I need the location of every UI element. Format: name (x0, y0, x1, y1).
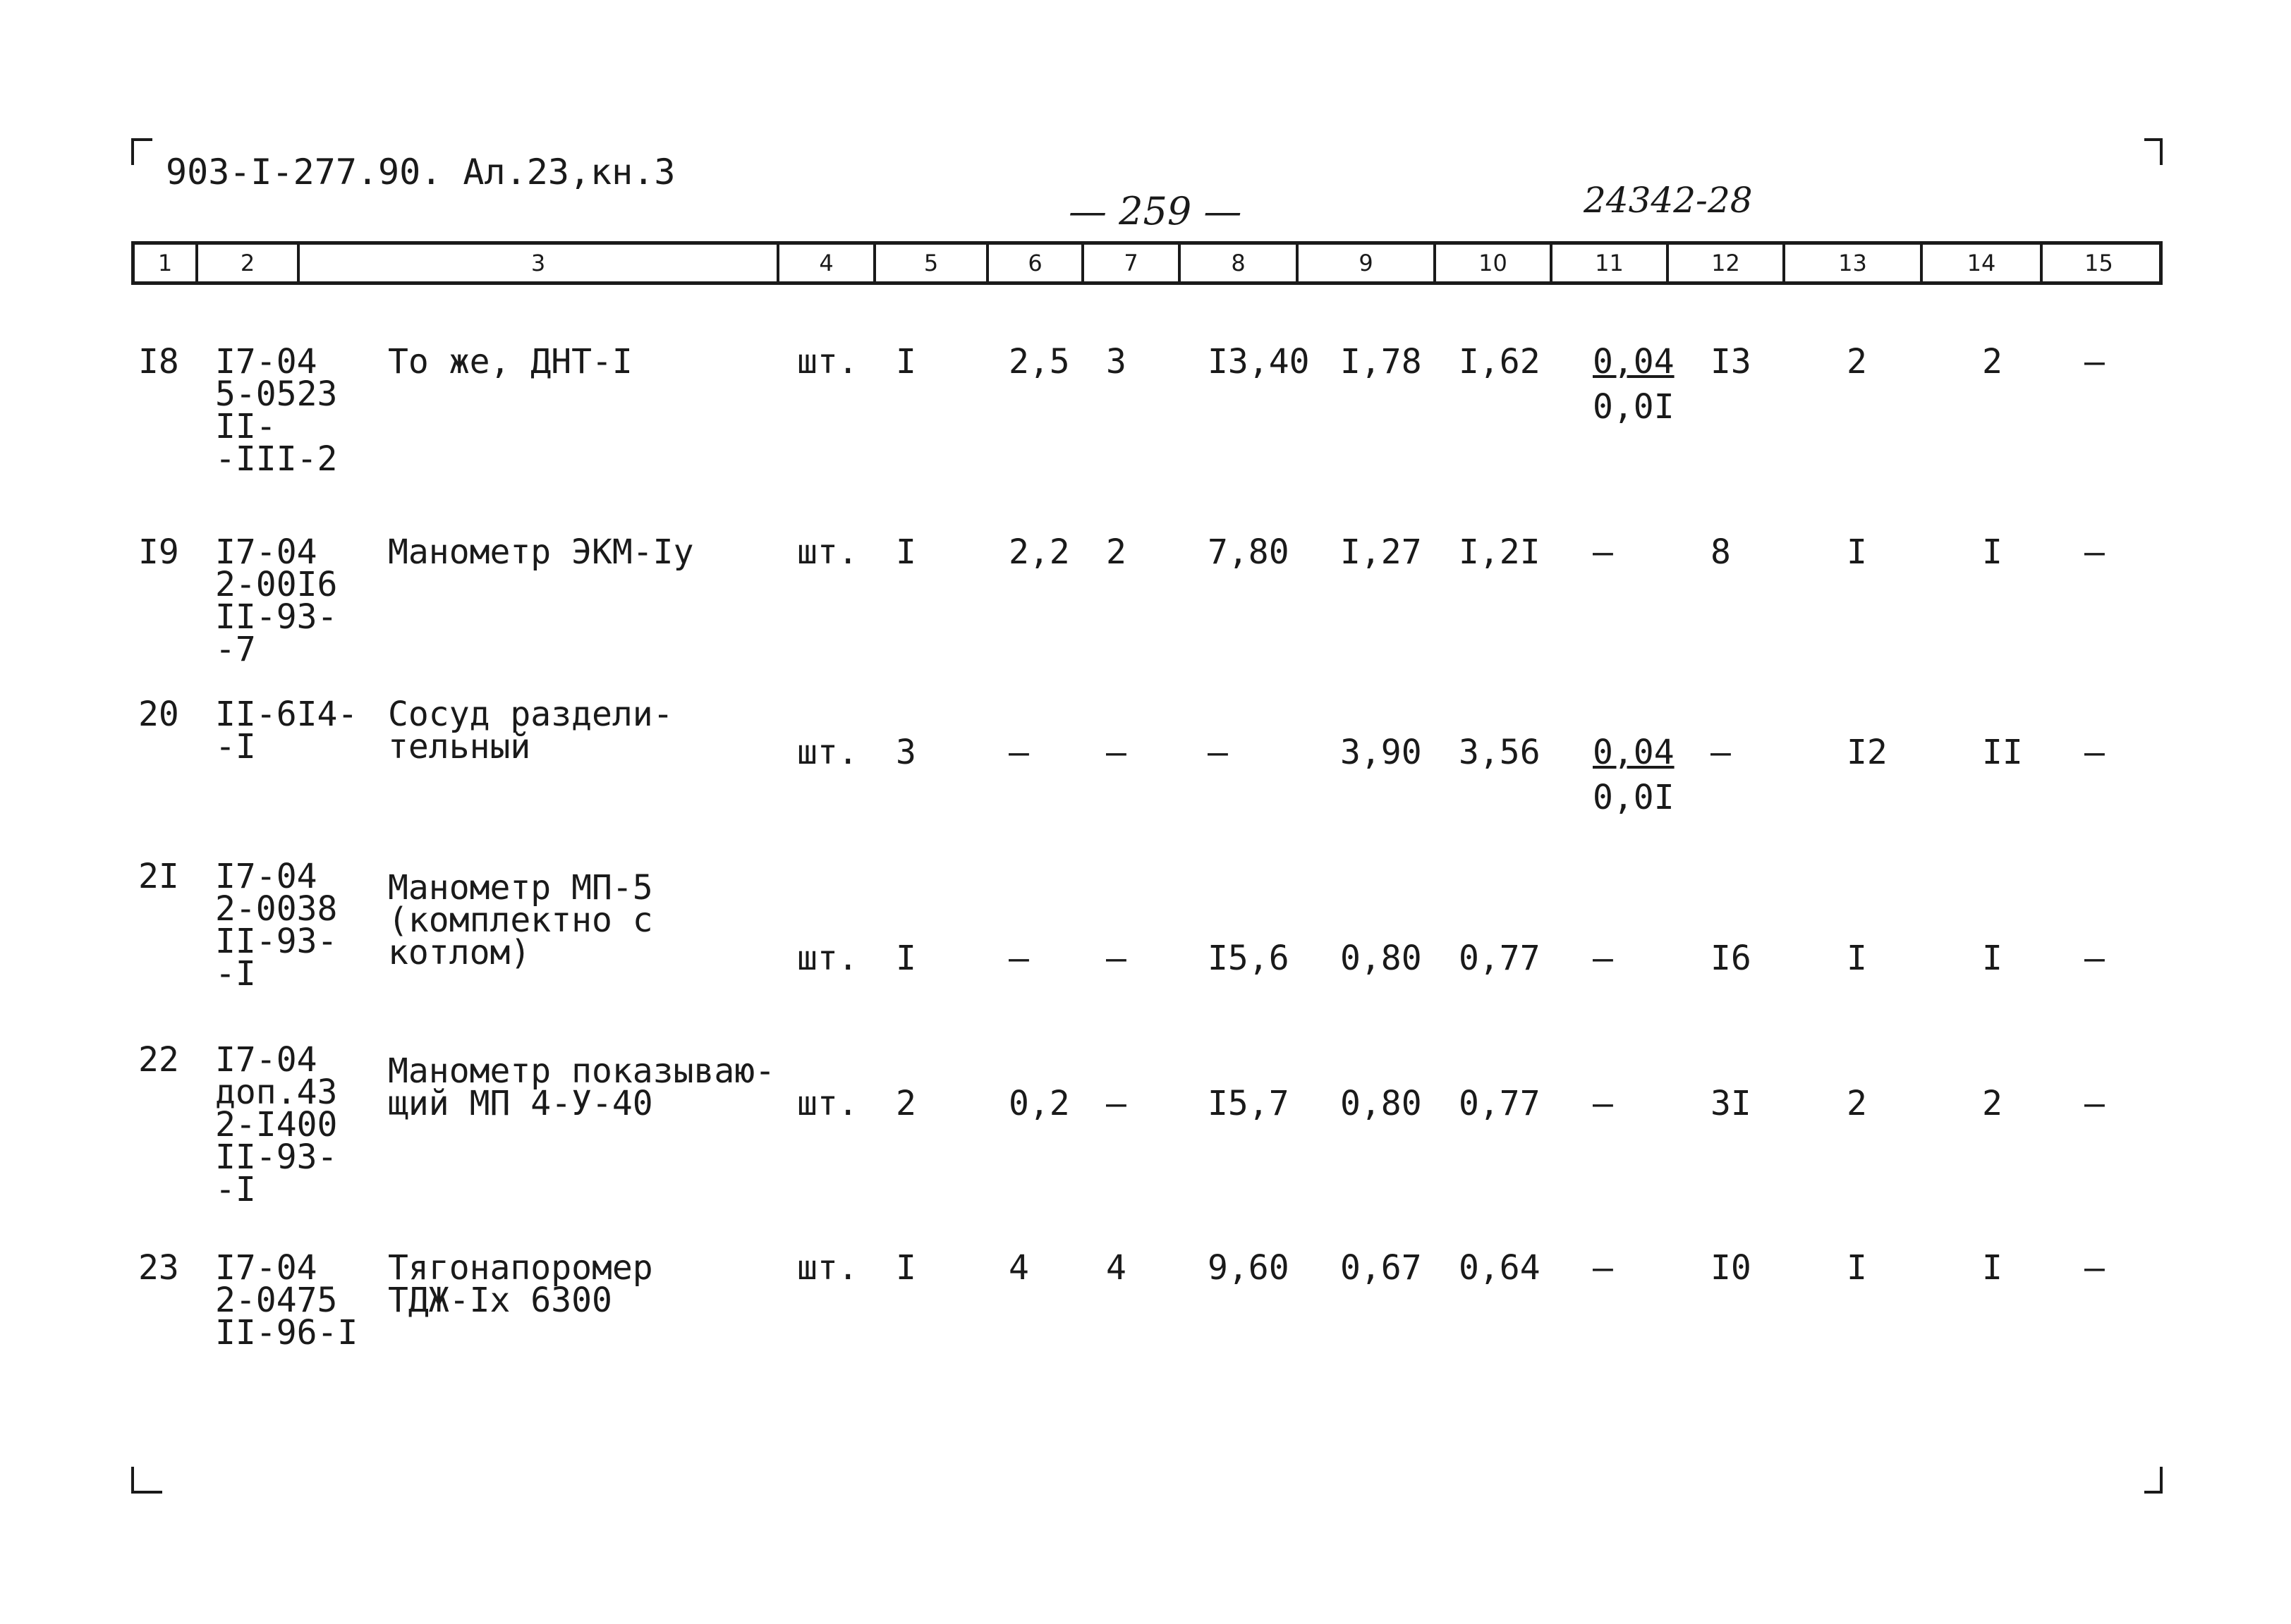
col-13-value: 2 (1847, 342, 1867, 381)
corner-mark-bottom-right (2144, 1467, 2163, 1494)
col-9-value: 0,80 (1340, 939, 1422, 978)
row-number: 23 (138, 1248, 179, 1288)
col-11-value: – (1593, 532, 1613, 572)
col-13-value: 2 (1847, 1084, 1867, 1123)
col-6-value: – (1009, 733, 1029, 772)
col-9-value: I,27 (1340, 532, 1422, 572)
row-number: I9 (138, 532, 179, 572)
col-6-value: 4 (1009, 1248, 1029, 1288)
row-number: I8 (138, 342, 179, 381)
column-header: 13 (1785, 245, 1923, 281)
column-header: 6 (989, 245, 1084, 281)
col-11-value-lower: 0,0I (1593, 387, 1675, 427)
col-7-value: — (1106, 733, 1126, 772)
column-header: 15 (2084, 250, 2113, 276)
item-name: Манометр показываю- щий МП 4-У-40 (388, 1051, 776, 1123)
col-6-value: 0,2 (1009, 1084, 1070, 1123)
col-8-value: – (1208, 733, 1228, 772)
unit: шт. (797, 1248, 858, 1288)
col-8-value: 9,60 (1208, 1248, 1289, 1288)
unit: шт. (797, 342, 858, 381)
col-15-value: – (2084, 1248, 2105, 1288)
col-12-value: I0 (1710, 1248, 1751, 1288)
norm-code: I7-04 2-0475 II-96-I (215, 1248, 358, 1353)
col-11-value: – (1593, 1084, 1613, 1123)
col-10-value: 0,77 (1459, 1084, 1540, 1123)
col-8-value: I3,40 (1208, 342, 1310, 381)
col-10-value: 3,56 (1459, 733, 1540, 772)
col-14-value: I (1982, 532, 2003, 572)
col-6-value: 2,5 (1009, 342, 1070, 381)
col-15-value: – (2084, 939, 2105, 978)
col-13-value: I2 (1847, 733, 1888, 772)
column-header: 2 (198, 245, 300, 281)
row-number: 2I (138, 857, 179, 896)
unit: шт. (797, 733, 858, 772)
col-7-value: 2 (1106, 532, 1126, 572)
corner-mark-bottom-left (131, 1467, 162, 1494)
col-6-value: 2,2 (1009, 532, 1070, 572)
col-10-value: 0,64 (1459, 1248, 1540, 1288)
page-number: — 259 — (1069, 189, 1242, 233)
item-name: То же, ДНТ-I (388, 342, 633, 381)
col-11-value: – (1593, 939, 1613, 978)
col-7-value: – (1106, 1084, 1126, 1123)
col-10-value: 0,77 (1459, 939, 1540, 978)
col-15-value: – (2084, 532, 2105, 572)
column-header: 10 (1436, 245, 1552, 281)
col-12-value: I3 (1710, 342, 1751, 381)
column-header: 7 (1084, 245, 1181, 281)
quantity: I (896, 532, 916, 572)
item-name: Сосуд раздели- тельный (388, 695, 674, 767)
column-header: 14 (1923, 245, 2043, 281)
col-12-value: 8 (1710, 532, 1731, 572)
col-10-value: I,2I (1459, 532, 1540, 572)
col-11-value-lower: 0,0I (1593, 778, 1675, 817)
col-10-value: I,62 (1459, 342, 1540, 381)
column-header: 4 (779, 245, 876, 281)
col-9-value: 0,67 (1340, 1248, 1422, 1288)
document-number: 24342-28 (1584, 180, 1753, 221)
col-7-value: – (1106, 939, 1126, 978)
norm-code: I7-04 2-00I6 II-93- -7 (215, 532, 338, 669)
unit: шт. (797, 939, 858, 978)
column-header: 3 (300, 245, 779, 281)
col-8-value: I5,6 (1208, 939, 1289, 978)
document-code: 903-I-277.90. Ал.23,кн.3 (166, 152, 676, 193)
col-8-value: I5,7 (1208, 1084, 1289, 1123)
col-14-value: I (1982, 939, 2003, 978)
row-number: 20 (138, 695, 179, 734)
col-8-value: 7,80 (1208, 532, 1289, 572)
col-12-value: – (1710, 733, 1731, 772)
col-15-value: – (2084, 733, 2105, 772)
column-header: 5 (876, 245, 989, 281)
col-13-value: I (1847, 939, 1867, 978)
col-6-value: – (1009, 939, 1029, 978)
col-11-value: 0,04 (1593, 733, 1675, 772)
quantity: 3 (896, 733, 916, 772)
column-header: 1 (135, 245, 198, 281)
col-14-value: I (1982, 1248, 2003, 1288)
norm-code: I7-04 доп.43 2-I400 II-93- -I (215, 1040, 338, 1209)
col-13-value: I (1847, 532, 1867, 572)
row-number: 22 (138, 1040, 179, 1080)
col-7-value: 4 (1106, 1248, 1126, 1288)
quantity: I (896, 1248, 916, 1288)
col-11-value: 0,04 (1593, 342, 1675, 381)
column-header: 11 (1552, 245, 1669, 281)
unit: шт. (797, 532, 858, 572)
col-15-value: – (2084, 1084, 2105, 1123)
col-9-value: 0,80 (1340, 1084, 1422, 1123)
corner-mark-top-left (131, 138, 152, 165)
col-11-value: – (1593, 1248, 1613, 1288)
col-9-value: I,78 (1340, 342, 1422, 381)
col-9-value: 3,90 (1340, 733, 1422, 772)
item-name: Манометр МП-5 (комплектно с котлом) (388, 868, 653, 972)
col-12-value: I6 (1710, 939, 1751, 978)
column-header: 9 (1299, 245, 1436, 281)
col-12-value: 3I (1710, 1084, 1751, 1123)
col-14-value: 2 (1982, 1084, 2003, 1123)
item-name: Тягонапоромер ТДЖ-Iх 6300 (388, 1248, 653, 1320)
quantity: I (896, 342, 916, 381)
col-7-value: 3 (1106, 342, 1126, 381)
norm-code: II-6I4- -I (215, 695, 358, 767)
col-14-value: II (1982, 733, 2023, 772)
unit: шт. (797, 1084, 858, 1123)
item-name: Манометр ЭКМ-Iу (388, 532, 694, 572)
col-14-value: 2 (1982, 342, 2003, 381)
col-15-value: – (2084, 342, 2105, 381)
col-13-value: I (1847, 1248, 1867, 1288)
norm-code: I7-04 2-0038 II-93- -I (215, 857, 338, 994)
quantity: 2 (896, 1084, 916, 1123)
column-header: 12 (1669, 245, 1785, 281)
column-header: 8 (1181, 245, 1299, 281)
quantity: I (896, 939, 916, 978)
corner-mark-top-right (2144, 138, 2163, 165)
norm-code: I7-04 5-0523 II- -III-2 (215, 342, 338, 479)
column-header-row (131, 241, 2163, 285)
